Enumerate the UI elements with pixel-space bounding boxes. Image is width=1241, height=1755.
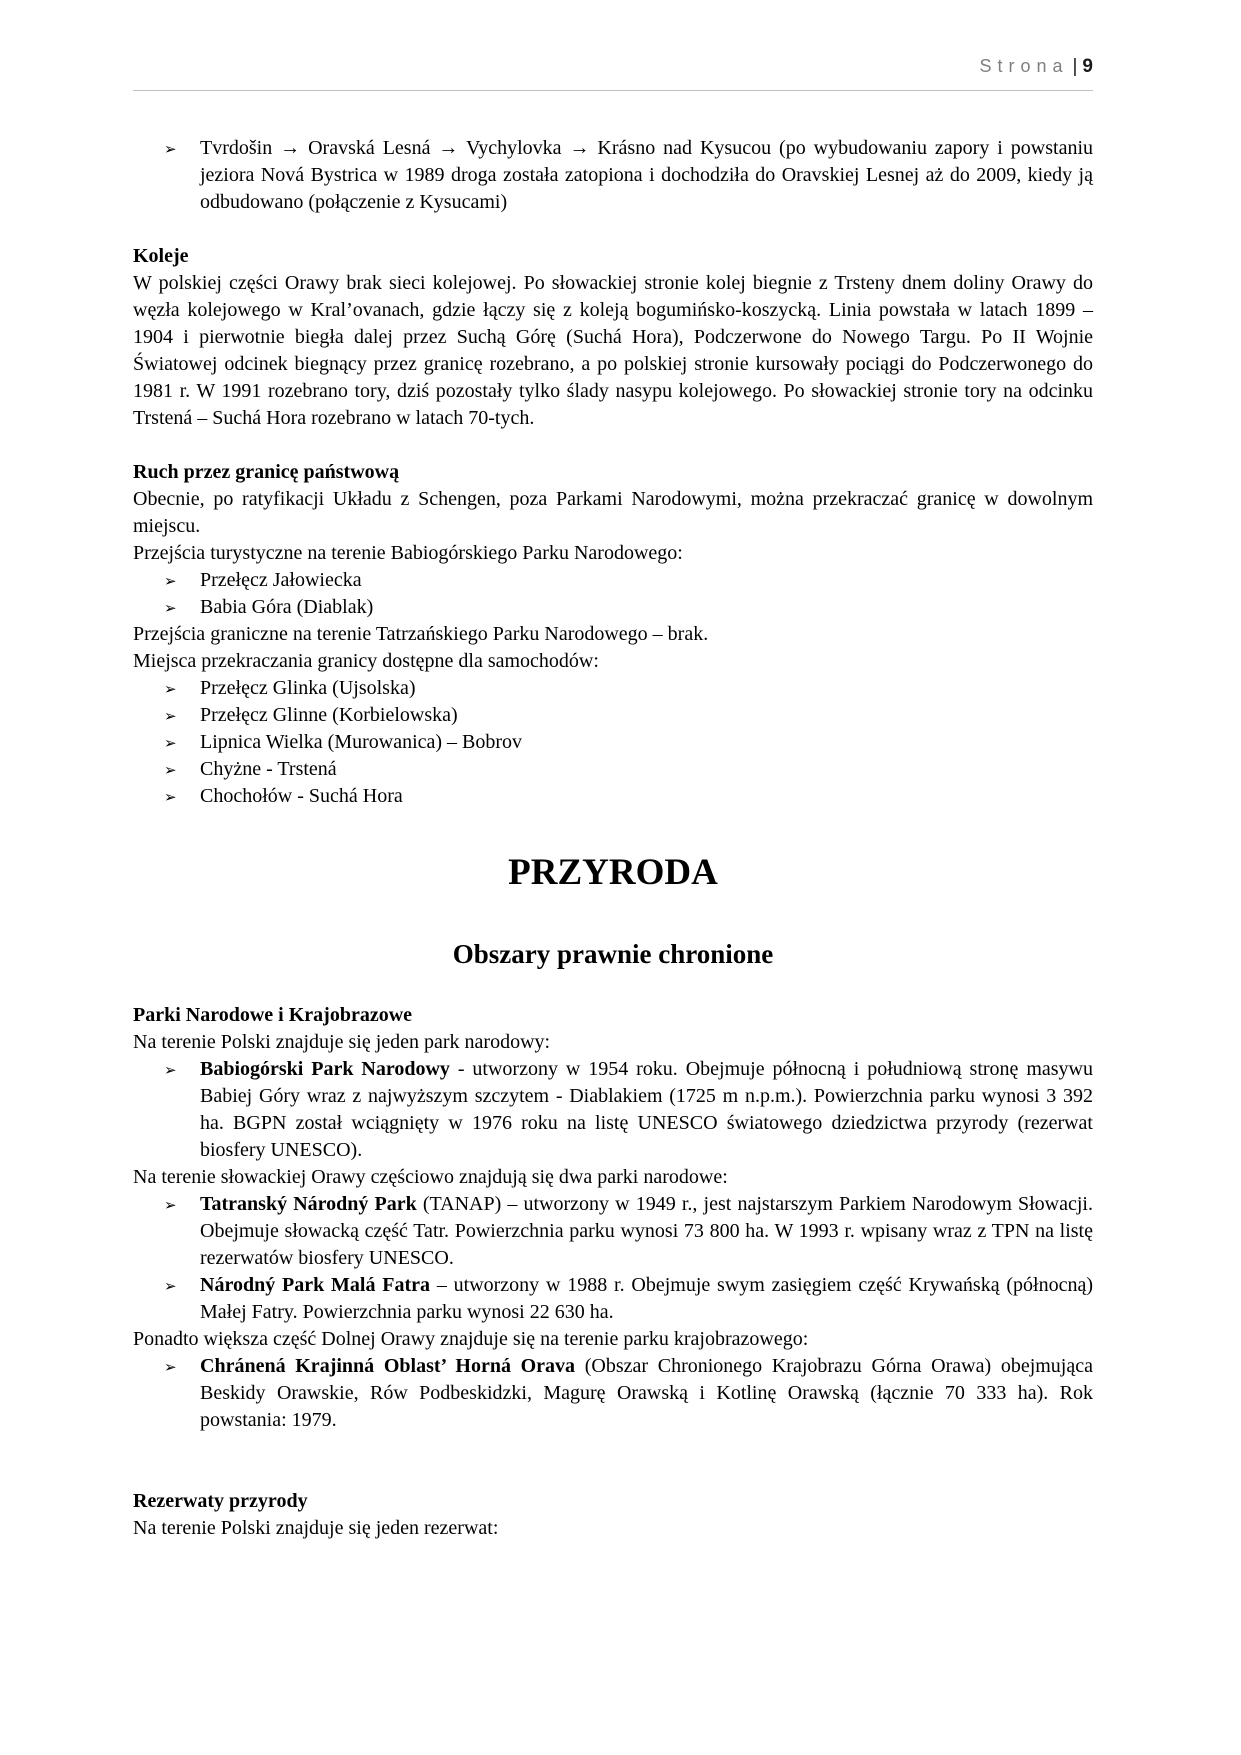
emphasized-text: Ruch przez granicę państwową <box>133 461 400 483</box>
list-item <box>133 1056 1093 1164</box>
text-run: Przełęcz Jałowiecka <box>200 569 362 591</box>
emphasized-text: Tatranský Národný Park <box>200 1193 417 1215</box>
list-item-text <box>200 1193 1093 1269</box>
paragraph <box>133 1029 1093 1056</box>
list-item-text <box>200 1355 1093 1431</box>
list-item <box>133 756 1093 783</box>
arrow-bullet-icon: ➢ <box>164 599 177 617</box>
page-header-separator: | <box>1072 56 1078 77</box>
text-run: Przełęcz Glinka (Ujsolska) <box>200 677 416 699</box>
emphasized-text: Koleje <box>133 245 189 267</box>
text-run: Przejścia turystyczne na terenie Babiogórskiego Parku Narodowego: <box>133 542 683 564</box>
emphasized-text: Rezerwaty przyrody <box>133 1490 308 1512</box>
list-item <box>133 675 1093 702</box>
text-run: Na terenie słowackiej Orawy częściowo znajdują się dwa parki narodowe: <box>133 1166 728 1188</box>
emphasized-text: Národný Park Malá Fatra <box>200 1274 431 1296</box>
text-run: Tvrdošin → Oravská Lesná → Vychylovka → Krásno nad Kysucou (po wybudowaniu zapory i powstaniu jeziora Nová Bystrica w 1989 droga została zatopiona i dochodziła do Oravskiej Lesnej aż do 2009, kiedy ją odbudowano (połączenie z Kysucami) <box>200 137 1093 213</box>
page-header-label: Strona <box>979 56 1069 76</box>
list-item-text <box>200 677 415 699</box>
arrow-bullet-icon: ➢ <box>164 1196 177 1214</box>
section-heading <box>133 1488 1093 1515</box>
text-run: (TANAP) – utworzony w 1949 r., jest najstarszym Parkiem Narodowym Słowacji. Obejmuje słowacką część Tatr. Powierzchnia parku wynosi 73 800 ha. W 1993 r. wpisany wraz z TPN na listę rezerwatów biosfery UNESCO. <box>200 1193 1093 1269</box>
list-item-text <box>200 758 337 780</box>
list-item <box>133 594 1093 621</box>
text-run: Ponadto większa część Dolnej Orawy znajduje się na terenie parku krajobrazowego: <box>133 1328 809 1350</box>
arrow-bullet-icon: ➢ <box>164 761 177 779</box>
list-item <box>133 783 1093 810</box>
arrow-bullet-icon: ➢ <box>164 1277 177 1295</box>
paragraph <box>133 486 1093 540</box>
section-title <box>133 936 1093 972</box>
text-run: Na terenie Polski znajduje się jeden rezerwat: <box>133 1517 499 1539</box>
page-header <box>133 56 1093 91</box>
page-number: 9 <box>1082 56 1093 77</box>
emphasized-text: Parki Narodowe i Krajobrazowe <box>133 1004 413 1026</box>
emphasized-text: PRZYRODA <box>508 852 718 893</box>
arrow-bullet-icon: ➢ <box>164 707 177 725</box>
list-item <box>133 567 1093 594</box>
paragraph <box>133 540 1093 567</box>
list-item <box>133 1272 1093 1326</box>
page-title <box>133 850 1093 896</box>
text-run: - utworzony w 1954 roku. Obejmuje północną i południową stronę masywu Babiej Góry wraz z najwyższym szczytem - Diablakiem (1725 m n.p.m.). Powierzchnia parku wynosi 3 392 ha. BGPN został wciągnięty w 1976 roku na listę UNESCO światowego dziedzictwa przyrody (rezerwat biosfery UNESCO). <box>200 1058 1093 1161</box>
section-heading <box>133 1002 1093 1029</box>
spacer <box>133 1434 1093 1488</box>
text-run: Na terenie Polski znajduje się jeden park narodowy: <box>133 1031 551 1053</box>
spacer <box>133 216 1093 243</box>
paragraph <box>133 1164 1093 1191</box>
arrow-bullet-icon: ➢ <box>164 788 177 806</box>
text-run: Obecnie, po ratyfikacji Układu z Schengen, poza Parkami Narodowymi, można przekraczać granicę w dowolnym miejscu. <box>133 488 1093 537</box>
text-run: Lipnica Wielka (Murowanica) – Bobrov <box>200 731 523 753</box>
paragraph <box>133 1326 1093 1353</box>
list-item <box>133 135 1093 216</box>
text-run: – utworzony w 1988 r. Obejmuje swym zasięgiem część Krywańską (północną) Małej Fatry. Powierzchnia parku wynosi 22 630 ha. <box>200 1274 1094 1323</box>
text-run: Przejścia graniczne na terenie Tatrzańskiego Parku Narodowego – brak. <box>133 623 709 645</box>
arrow-bullet-icon: ➢ <box>164 1358 177 1376</box>
list-item <box>133 1191 1093 1272</box>
arrow-bullet-icon: ➢ <box>164 1061 177 1079</box>
text-run: W polskiej części Orawy brak sieci kolejowej. Po słowackiej stronie kolej biegnie z Trsteny dnem doliny Orawy do węzła kolejowego w Kral’ovanach, gdzie łączy się z koleją bogumińsko-koszycką. Linia powstała w latach 1899 – 1904 i pierwotnie biegła dalej przez Suchą Górę (Suchá Hora), Podczerwone do Nowego Targu. Po II Wojnie Światowej odcinek biegnący przez granicę rozebrano, a po polskiej stronie kursowały pociągi do Podczerwonego do 1981 r. W 1991 rozebrano tory, dziś pozostały tylko ślady nasypu kolejowego. Po słowackiej stronie tory na odcinku Trstená – Suchá Hora rozebrano w latach 70-tych. <box>133 272 1093 429</box>
text-run: Chyżne - Trstená <box>200 758 337 780</box>
list-item <box>133 702 1093 729</box>
section-heading <box>133 459 1093 486</box>
spacer <box>133 432 1093 459</box>
emphasized-text: Obszary prawnie chronione <box>452 939 774 969</box>
list-item <box>133 1353 1093 1434</box>
text-run: Babia Góra (Diablak) <box>200 596 374 618</box>
list-item-text <box>200 731 522 753</box>
paragraph <box>133 270 1093 432</box>
section-heading <box>133 243 1093 270</box>
list-item-text <box>200 1058 1093 1161</box>
text-run: Chochołów - Suchá Hora <box>200 785 403 807</box>
text-run: Miejsca przekraczania granicy dostępne dla samochodów: <box>133 650 599 672</box>
list-item-text <box>200 137 1093 213</box>
document-body <box>133 135 1093 1542</box>
emphasized-text: Babiogórski Park Narodowy <box>200 1058 450 1080</box>
arrow-bullet-icon: ➢ <box>164 734 177 752</box>
list-item-text <box>200 569 362 591</box>
emphasized-text: Chránená Krajinná Oblast’ Horná Orava <box>200 1355 576 1377</box>
arrow-bullet-icon: ➢ <box>164 680 177 698</box>
text-run: (Obszar Chronionego Krajobrazu Górna Orawa) obejmująca Beskidy Orawskie, Rów Podbeskidzki, Magurę Orawską i Kotlinę Orawską (łącznie 70 333 ha). Rok powstania: 1979. <box>200 1355 1093 1431</box>
text-run: Przełęcz Glinne (Korbielowska) <box>200 704 458 726</box>
list-item-text <box>200 1274 1093 1323</box>
arrow-bullet-icon: ➢ <box>164 140 177 158</box>
arrow-bullet-icon: ➢ <box>164 572 177 590</box>
list-item-text <box>200 785 403 807</box>
paragraph <box>133 621 1093 648</box>
list-item-text <box>200 596 373 618</box>
list-item <box>133 729 1093 756</box>
paragraph <box>133 648 1093 675</box>
list-item-text <box>200 704 458 726</box>
paragraph <box>133 1515 1093 1542</box>
